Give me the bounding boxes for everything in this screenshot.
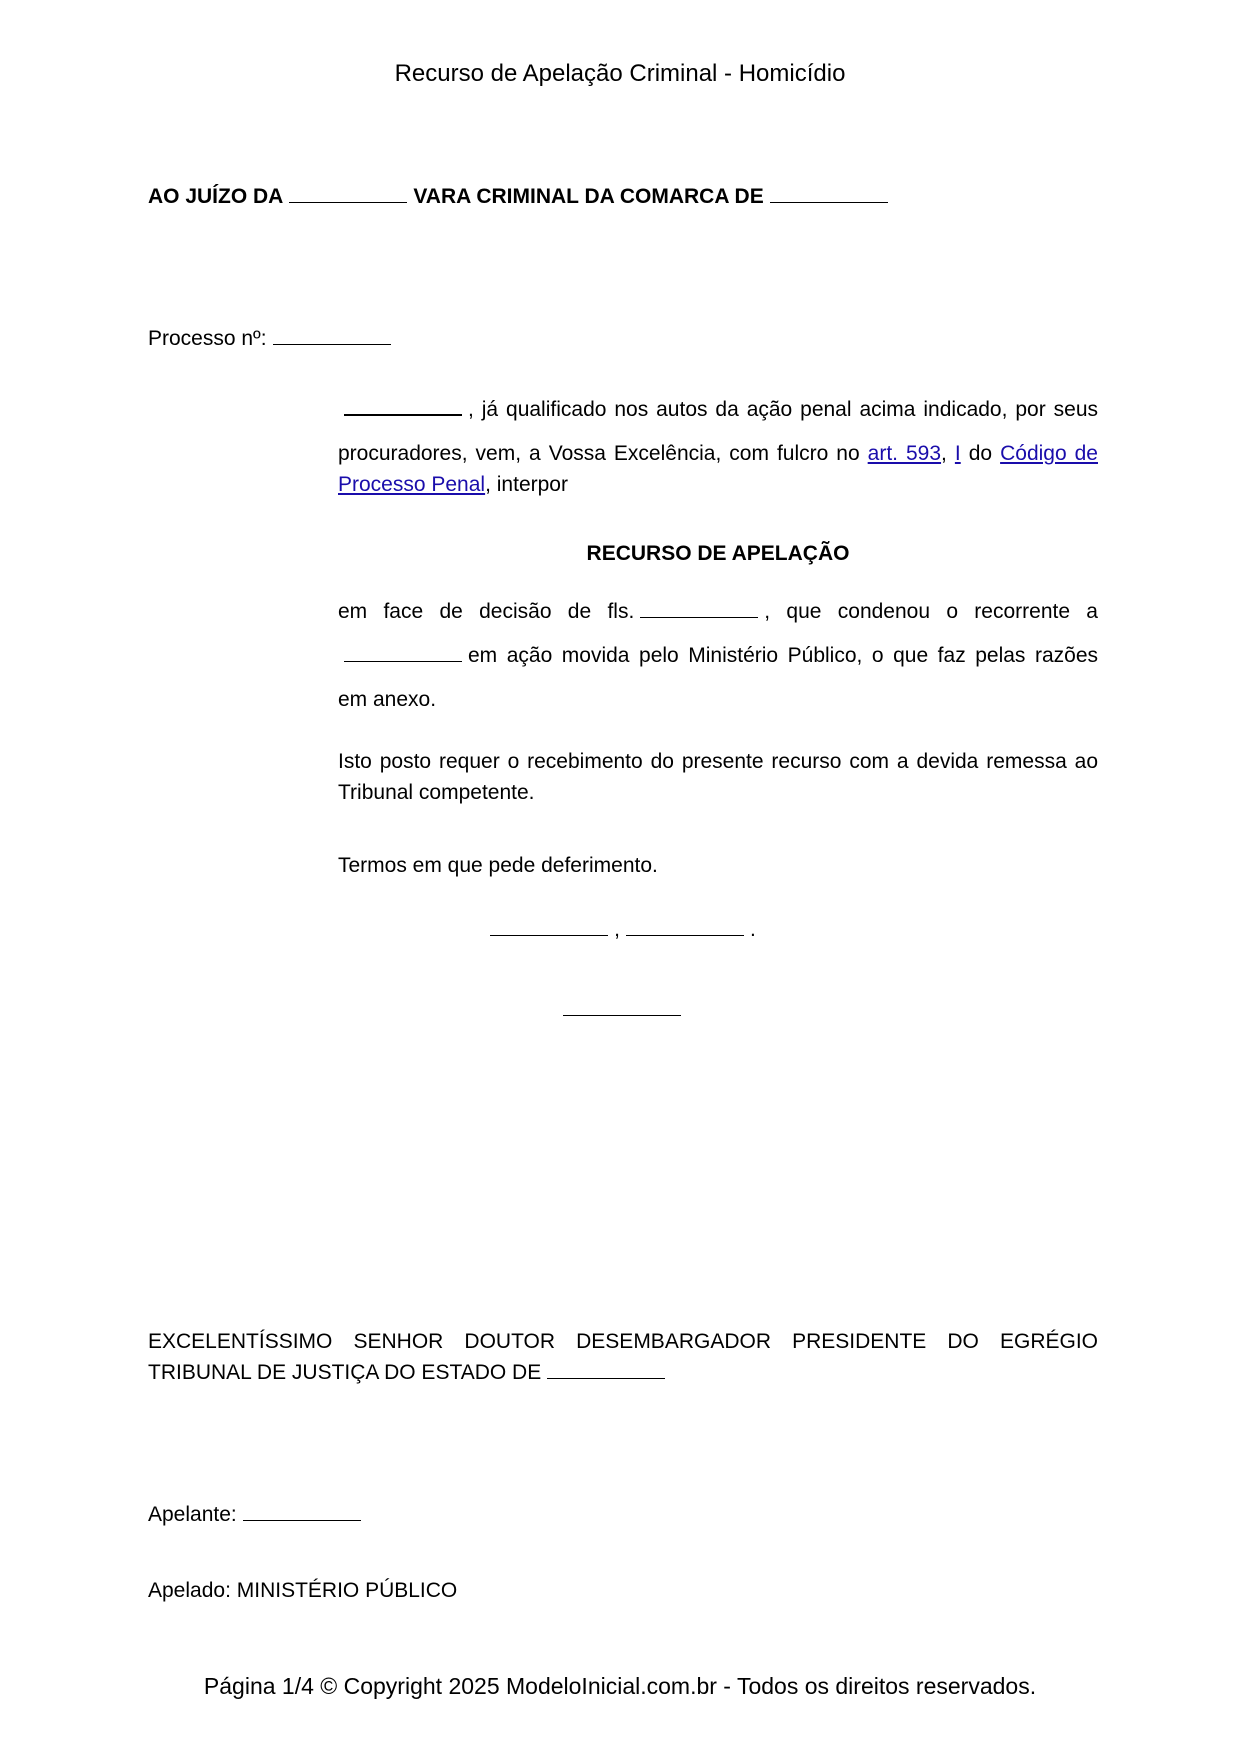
place-blank [490, 921, 608, 936]
vara-blank [289, 188, 407, 203]
document-header-title: Recurso de Apelação Criminal - Homicídio [394, 60, 846, 87]
appellant-name-blank [344, 400, 462, 416]
apelante-label: Apelante: [148, 1503, 237, 1526]
closing-line: Termos em que pede deferimento. [338, 854, 658, 877]
appeal-heading: RECURSO DE APELAÇÃO [586, 542, 850, 565]
comarca-blank [770, 188, 888, 203]
sentence-blank [344, 647, 462, 662]
tribunal-line-1: EXCELENTÍSSIMO SENHOR DOUTOR DESEMBARGADOR PRESIDENTE DO EGRÉGIO [148, 1330, 1098, 1353]
estado-blank [547, 1364, 665, 1379]
addressee-prefix: AO JUÍZO DA [148, 185, 284, 208]
apelado-line: Apelado: MINISTÉRIO PÚBLICO [148, 1579, 458, 1602]
fls-blank [640, 603, 758, 618]
facing-paragraph [338, 590, 1098, 722]
link-codigo-processo-penal[interactable]: Código de [1000, 442, 1098, 465]
intro-line-2: procuradores, vem, a Vossa Excelência, com fulcro no art. 593, I do Código de [338, 442, 1098, 465]
intro-line-1: , já qualificado nos autos da ação penal acima indicado, por seus [338, 388, 1098, 432]
tribunal-addressee [148, 1326, 1098, 1388]
link-art-593[interactable]: art. 593 [867, 442, 942, 465]
place-date-line: , . [0, 918, 1240, 942]
process-number-line [148, 327, 397, 351]
page-footer: Página 1/4 © Copyright 2025 ModeloInicial.com.br - Todos os direitos reservados. [203, 1673, 1037, 1699]
facing-line-2: em ação movida pelo Ministério Público, o que faz pelas razões [338, 634, 1098, 678]
process-number-blank [273, 330, 391, 345]
link-codigo-processo-penal-cont[interactable]: Processo Penal [338, 473, 486, 496]
intro-line-3: Processo Penal, interpor [338, 473, 568, 496]
facing-line-3: em anexo. [338, 688, 437, 711]
request-line-1: Isto posto requer o recebimento do presente recurso com a devida remessa ao [338, 750, 1098, 773]
closing-paragraph [338, 850, 1098, 881]
intro-paragraph [338, 388, 1098, 500]
facing-line-1: em face de decisão de fls. , que condenou o recorrente a [338, 600, 1098, 623]
date-blank [626, 921, 744, 936]
tribunal-line-2: TRIBUNAL DE JUSTIÇA DO ESTADO DE [148, 1357, 1098, 1388]
apelante-blank [243, 1506, 361, 1521]
addressee-middle: VARA CRIMINAL DA COMARCA DE [413, 185, 764, 208]
request-paragraph [338, 746, 1098, 808]
signature-line [563, 1005, 681, 1016]
link-inciso-i[interactable]: I [954, 442, 961, 465]
process-label: Processo nº: [148, 327, 267, 350]
addressee-line [148, 185, 894, 209]
request-line-2: Tribunal competente. [338, 781, 535, 804]
apelante-line [148, 1503, 367, 1527]
